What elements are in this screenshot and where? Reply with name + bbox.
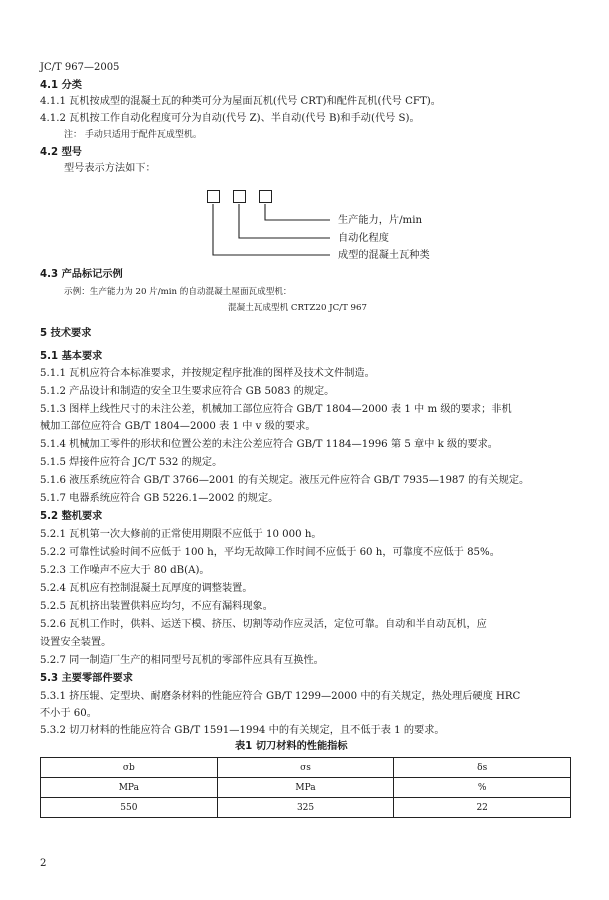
clause-5-2-6: 5.2.6 瓦机工作时，供料、运送下模、挤压、切割等动作应灵活，定位可靠。自动和半自动瓦机，应 — [40, 619, 487, 630]
section-5-3-title: 5.3 主要零部件要求 — [40, 673, 133, 684]
unit-delta-s: % — [394, 778, 571, 798]
clause-5-1-3: 5.1.3 图样上线性尺寸的未注公差，机械加工部位应符合 GB/T 1804—2000 表 1 中 m 级的要求；非机 — [40, 404, 512, 415]
page-number: 2 — [40, 858, 47, 869]
clause-5-2-5: 5.2.5 瓦机挤出装置供料应均匀，不应有漏料现象。 — [40, 601, 273, 612]
label-capacity: 生产能力，片/min — [338, 215, 423, 226]
header-delta-s: δs — [394, 758, 571, 778]
table-unit-row — [41, 778, 571, 798]
clause-5-2-4: 5.2.4 瓦机应有控制混凝土瓦厚度的调整装置。 — [40, 583, 253, 594]
clause-5-2-2: 5.2.2 可靠性试验时间不应低于 100 h，平均无故障工作时间不应低于 60 h，可靠度不应低于 85%。 — [40, 547, 500, 558]
label-tile-type: 成型的混凝土瓦种类 — [338, 250, 430, 261]
clause-5-1-4: 5.1.4 机械加工零件的形状和位置公差的未注公差应符合 GB/T 1184—1996 第 5 章中 k 级的要求。 — [40, 439, 498, 450]
unit-sigma-b: MPa — [41, 778, 218, 798]
clause-5-2-7: 5.2.7 同一制造厂生产的相同型号瓦机的零部件应具有互换性。 — [40, 655, 324, 666]
header-sigma-s: σs — [217, 758, 394, 778]
clause-5-1-7: 5.1.7 电器系统应符合 GB 5226.1—2002 的规定。 — [40, 493, 279, 504]
clause-5-2-3: 5.2.3 工作噪声不应大于 80 dB(A)。 — [40, 565, 210, 576]
section-4-3-title: 4.3 产品标记示例 — [40, 269, 123, 280]
section-5-2-title: 5.2 整机要求 — [40, 511, 103, 522]
clause-4-1-2: 4.1.2 瓦机按工作自动化程度可分为自动(代号 Z)、半自动(代号 B)和手动(代号 S)。 — [40, 113, 420, 124]
section-4-2-title: 4.2 型号 — [40, 147, 82, 158]
clause-4-1-1: 4.1.1 瓦机按成型的混凝土瓦的种类可分为屋面瓦机(代号 CRT)和配件瓦机(代号 CFT)。 — [40, 96, 441, 107]
section-5-title: 5 技术要求 — [40, 328, 92, 339]
clause-5-1-6: 5.1.6 液压系统应符合 GB/T 3766—2001 的有关规定。液压元件应符合 GB/T 7935—1987 的有关规定。 — [40, 475, 530, 486]
value-delta-s: 22 — [394, 798, 571, 818]
clause-5-1-5: 5.1.5 焊接件应符合 JC/T 532 的规定。 — [40, 457, 223, 468]
clause-5-1-1: 5.1.1 瓦机应符合本标准要求，并按规定程序批准的图样及技术文件制造。 — [40, 368, 375, 379]
model-intro: 型号表示方法如下： — [64, 163, 156, 174]
clause-5-3-2: 5.3.2 切刀材料的性能应符合 GB/T 1591—1994 中的有关规定，且不低于表 1 的要求。 — [40, 725, 445, 736]
label-automation: 自动化程度 — [338, 233, 389, 244]
unit-sigma-s: MPa — [217, 778, 394, 798]
clause-5-2-6-cont: 设置安全装置。 — [40, 637, 112, 648]
clause-5-3-1-cont: 不小于 60。 — [40, 708, 97, 719]
table-header-row — [41, 758, 571, 778]
table-1 — [40, 757, 571, 818]
value-sigma-b: 550 — [41, 798, 218, 818]
value-sigma-s: 325 — [217, 798, 394, 818]
doc-code: JC/T 967—2005 — [40, 62, 120, 73]
table-value-row — [41, 798, 571, 818]
header-sigma-b: σb — [41, 758, 218, 778]
section-4-1-title: 4.1 分类 — [40, 80, 82, 91]
table-1-caption: 表1 切刀材料的性能指标 — [235, 741, 348, 752]
note-4-1: 注： 手动只适用于配件瓦成型机。 — [64, 130, 202, 140]
section-5-1-title: 5.1 基本要求 — [40, 351, 103, 362]
clause-5-1-2: 5.1.2 产品设计和制造的安全卫生要求应符合 GB 5083 的规定。 — [40, 386, 335, 397]
marking-value: 混凝土瓦成型机 CRTZ20 JC/T 967 — [228, 303, 367, 313]
clause-5-1-3-cont: 械加工部位应符合 GB/T 1804—2000 表 1 中 v 级的要求。 — [40, 421, 316, 432]
clause-5-2-1: 5.2.1 瓦机第一次大修前的正常使用期限不应低于 10 000 h。 — [40, 529, 322, 540]
clause-5-3-1: 5.3.1 挤压辊、定型块、耐磨条材料的性能应符合 GB/T 1299—2000 中的有关规定，热处理后硬度 HRC — [40, 691, 521, 702]
marking-example: 示例：生产能力为 20 片/min 的自动混凝土屋面瓦成型机： — [64, 287, 292, 297]
